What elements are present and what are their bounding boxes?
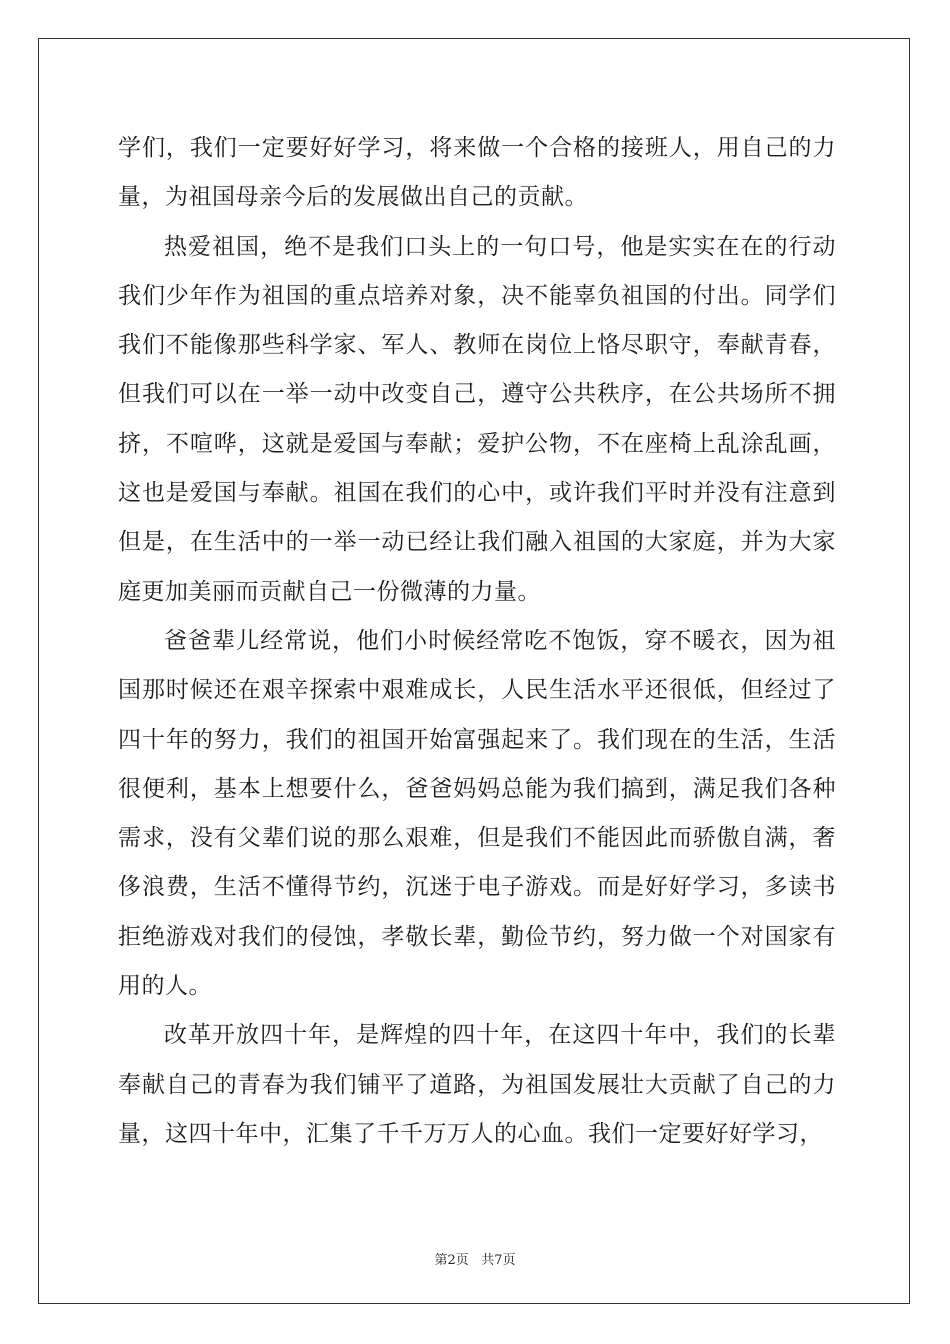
paragraph-4: 改革开放四十年，是辉煌的四十年，在这四十年中，我们的长辈奉献自己的青春为我们铺平了道路，为祖国发展壮大贡献了自己的力量，这四十年中，汇集了千千万万人的心血。我们一定要好好学习，	[118, 1022, 836, 1147]
document-body	[118, 124, 836, 1159]
paragraph-3: 爸爸辈儿经常说，他们小时候经常吃不饱饭，穿不暖衣，因为祖国那时候还在艰辛探索中艰难成长，人民生活水平还很低，但经过了四十年的努力，我们的祖国开始富强起来了。我们现在的生活，生活很便利，基本上想要什么，爸爸妈妈总能为我们搞到，满足我们各种需求，没有父辈们说的那么艰难，但是我们不能因此而骄傲自满，奢侈浪费，生活不懂得节约，沉迷于电子游戏。而是好好学习，多读书拒绝游戏对我们的侵蚀，孝敬长辈，勤俭节约，努力做一个对国家有用的人。	[118, 627, 836, 1000]
page-footer	[0, 1249, 950, 1268]
page-total: 共7页	[481, 1253, 516, 1268]
page-number: 第2页	[434, 1253, 469, 1268]
paragraph-2: 热爱祖国，绝不是我们口头上的一句口号，他是实实在在的行动我们少年作为祖国的重点培养对象，决不能辜负祖国的付出。同学们我们不能像那些科学家、军人、教师在岗位上恪尽职守，奉献青春，但我们可以在一举一动中改变自己，遵守公共秩序，在公共场所不拥挤，不喧哗，这就是爱国与奉献；爱护公物，不在座椅上乱涂乱画，这也是爱国与奉献。祖国在我们的心中，或许我们平时并没有注意到但是，在生活中的一举一动已经让我们融入祖国的大家庭，并为大家庭更加美丽而贡献自己一份微薄的力量。	[118, 233, 836, 605]
paragraph-1: 学们，我们一定要好好学习，将来做一个合格的接班人，用自己的力量，为祖国母亲今后的发展做出自己的贡献。	[118, 135, 836, 211]
